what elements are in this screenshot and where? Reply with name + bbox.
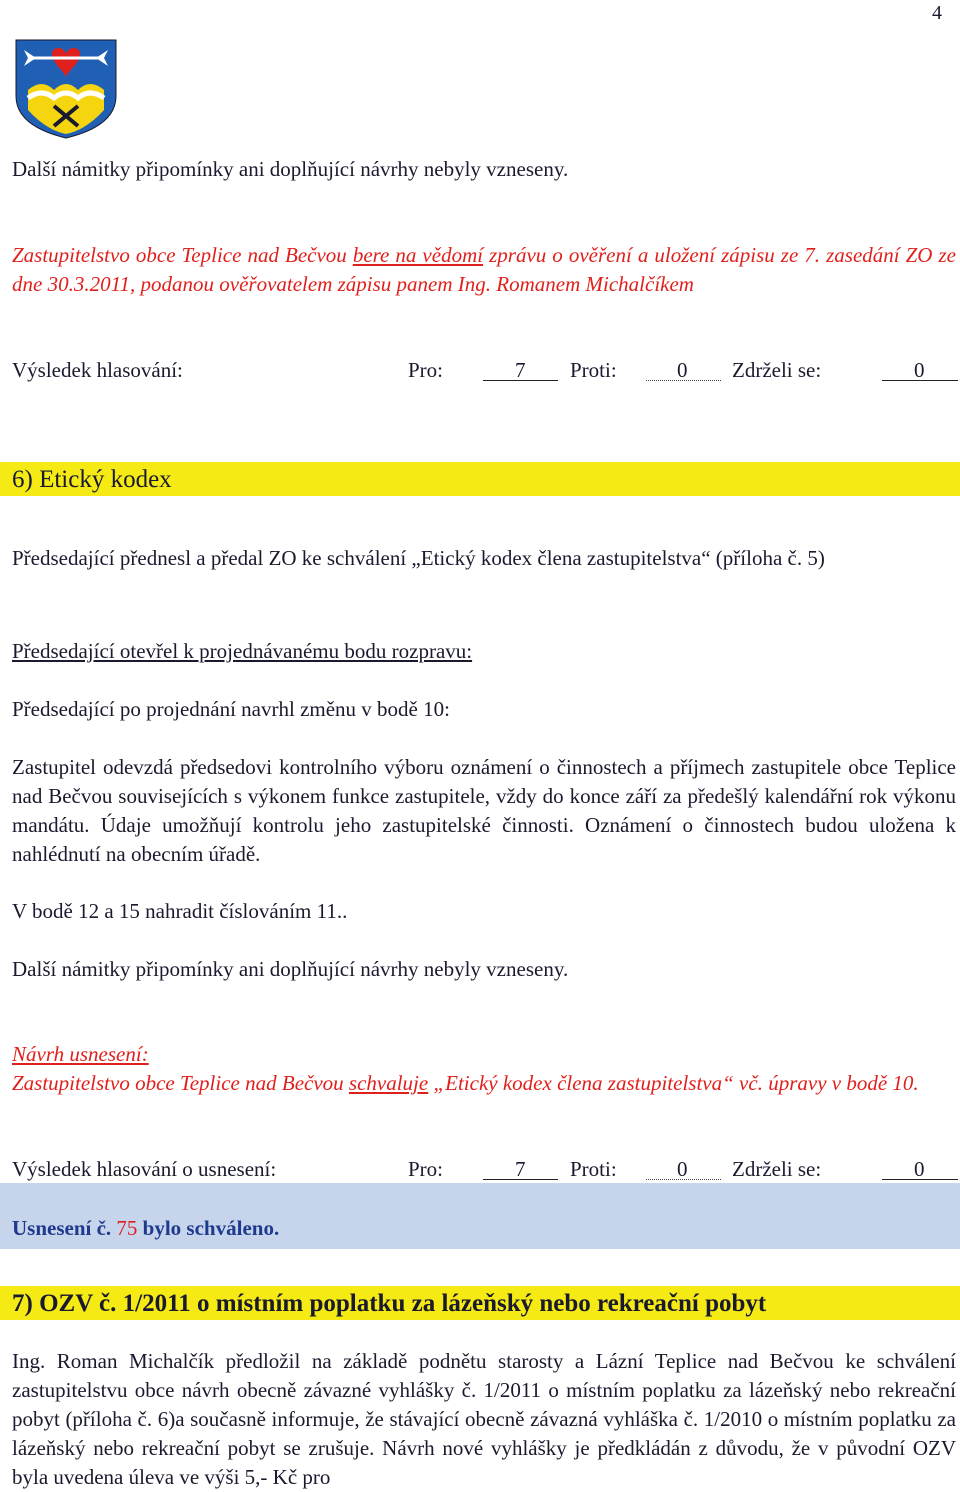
item-6-debate: Předsedající otevřel k projednávanému bodu rozpravu: (12, 639, 473, 663)
resolution-part2: zprávu o ověření a uložení zápisu ze 7. zasedání ZO ze dne 30.3.2011, podanou ověřovatelem zápisu panem Ing. Romanem Michalčíkem (12, 243, 956, 296)
draft-resolution-text (12, 1069, 956, 1098)
resolution-band (0, 1183, 960, 1249)
pro-label: Pro: (408, 1157, 444, 1181)
draft-part1: Zastupitelstvo obce Teplice nad Bečvou (12, 1071, 349, 1095)
vote-label: Výsledek hlasování: (12, 358, 183, 382)
resolution-part1: Zastupitelstvo obce Teplice nad Bečvou (12, 243, 353, 267)
draft-resolution-label: Návrh usnesení: (12, 1042, 149, 1066)
result-part1: Usnesení č. (12, 1216, 117, 1240)
item-6-intro: Předsedající přednesl a předal ZO ke schválení „Etický kodex člena zastupitelstva“ (příloha č. 5) (12, 546, 825, 570)
item-6-other: Další námitky připomínky ani doplňující návrhy nebyly vzneseny. (12, 957, 569, 981)
coat-of-arms-logo (14, 38, 118, 140)
draft-part2: „Etický kodex člena zastupitelstva“ vč. úpravy v bodě 10. (428, 1071, 919, 1095)
page-number: 4 (932, 2, 942, 24)
item-6-heading: 6) Etický kodex (12, 466, 172, 493)
draft-verb: schvaluje (348, 1071, 429, 1095)
item-7-text: Ing. Roman Michalčík předložil na základě podnětu starosty a Lázní Teplice nad Bečvou ke schválení zastupitelstvu obce návrh obecně závazné vyhlášky č. 1/2011 o místním poplatku za lázeňský nebo rekreační pobyt (příloha č. 6)a současně informuje, že stávající obecně závazná vyhláška č. 1/2010 o místním poplatku za lázeňský nebo rekreační pobyt se zrušuje. Návrh nové vyhlášky je předkládán z důvodu, že v původní OZV byla uvedena úleva ve výši 5,- Kč pro (12, 1349, 956, 1489)
pro-label: Pro: (408, 358, 444, 382)
item-6-proposal: Předsedající po projednání navrhl změnu v bodě 10: (12, 697, 450, 721)
resolution-result (12, 1213, 279, 1243)
previous-resolution-text (12, 241, 956, 299)
item-7-heading: 7) OZV č. 1/2011 o místním poplatku za lázeňský nebo rekreační pobyt (12, 1290, 767, 1317)
proti-label: Proti: (570, 358, 617, 382)
vote-label: Výsledek hlasování o usnesení: (12, 1157, 277, 1181)
proti-value: 0 (677, 1157, 688, 1181)
heading-band-7 (0, 1286, 960, 1320)
vote-result-1 (12, 355, 958, 385)
other-comments-text: Další námitky připomínky ani doplňující návrhy nebyly vzneseny. (12, 157, 569, 181)
pro-value: 7 (515, 1157, 526, 1181)
vote-result-2 (12, 1154, 958, 1184)
result-part2: bylo schváleno. (137, 1216, 280, 1240)
heading-band-6 (0, 462, 960, 496)
proti-label: Proti: (570, 1157, 617, 1181)
zdrzeli-value: 0 (914, 358, 925, 382)
pro-value: 7 (515, 358, 526, 382)
proti-value: 0 (677, 358, 688, 382)
zdrzeli-value: 0 (914, 1157, 925, 1181)
item-6-renumber: V bodě 12 a 15 nahradit číslováním 11.. (12, 899, 348, 923)
zdrzeli-label: Zdrželi se: (732, 1157, 822, 1181)
resolution-verb: bere na vědomí (352, 243, 484, 267)
resolution-number: 75 (116, 1216, 138, 1240)
item-6-text: Zastupitel odevzdá předsedovi kontrolního výboru oznámení o činnostech a příjmech zastupitele obce Teplice nad Bečvou souvisejících s výkonem funkce zastupitele, vždy do konce září za předešlý kalendářní rok výkonu mandátu. Údaje umožňují kontrolu jeho zastupitelské činnosti. Oznámení o činnostech budou uložena k nahlédnutí na obecním úřadě. (12, 755, 956, 866)
zdrzeli-label: Zdrželi se: (732, 358, 822, 382)
